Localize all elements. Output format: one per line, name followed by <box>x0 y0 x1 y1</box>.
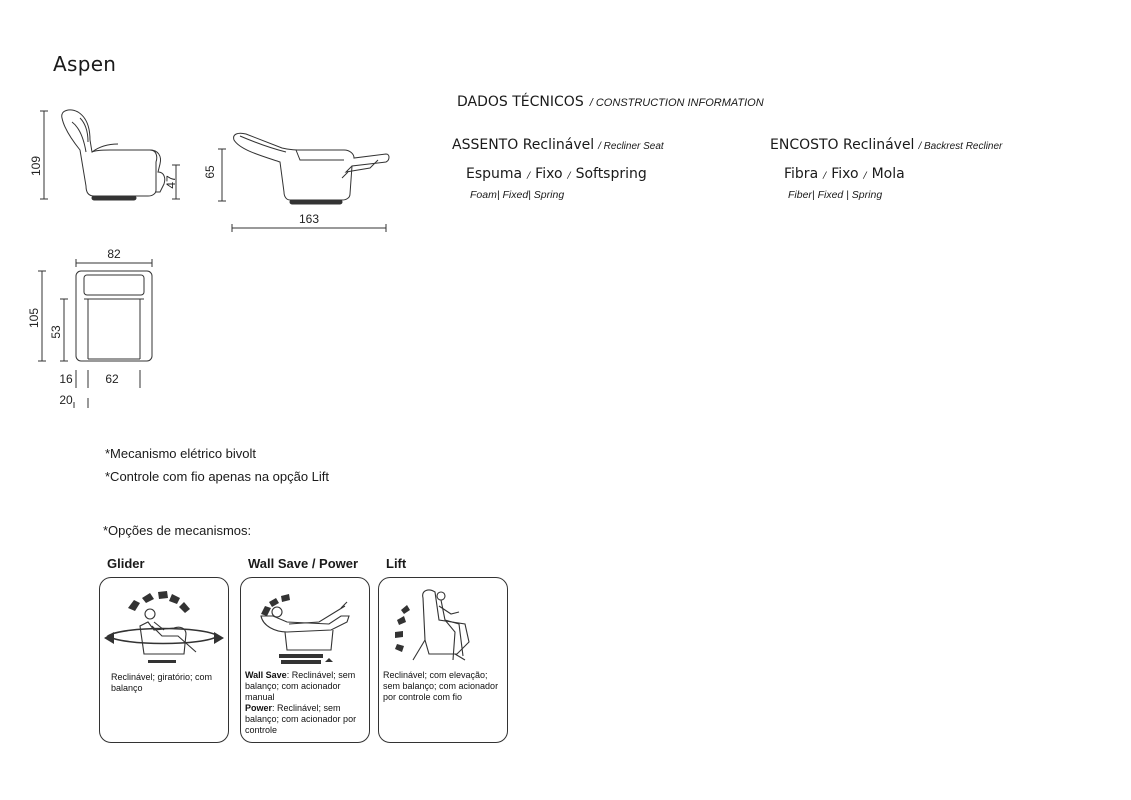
product-title: Aspen <box>53 52 117 76</box>
back-section-label: ENCOSTO Reclinável / Backrest Recliner <box>770 137 1003 153</box>
back-materials-en: Fiber| Fixed | Spring <box>788 189 883 201</box>
dim-reclined-height: 65 <box>203 165 217 179</box>
top-view-drawing <box>76 271 152 361</box>
dim-arm-width: 16 <box>59 372 73 386</box>
note-item: *Controle com fio apenas na opção Lift <box>105 469 330 484</box>
mechanism-desc-glider: Reclinável; giratório; com balanço <box>111 672 213 693</box>
dim-seat-height: 47 <box>164 175 178 189</box>
mechanism-desc-wall-save: Wall Save: Reclinável; sem balanço; com acionador manual Power: Reclinável; sem balanço; com acionador por controle <box>245 670 357 735</box>
dim-reclined-length: 163 <box>298 212 320 226</box>
mechanism-title-glider: Glider <box>107 556 145 571</box>
mechanism-title-wall-save: Wall Save / Power <box>248 556 359 571</box>
dimension-drawings <box>0 0 440 420</box>
dim-seat-width: 62 <box>105 372 119 386</box>
technical-heading: DADOS TÉCNICOS / CONSTRUCTION INFORMATION <box>457 94 764 110</box>
seat-materials: Espuma / Fixo / Softspring <box>466 166 647 182</box>
dim-top-width: 82 <box>107 247 121 261</box>
mechanism-card-lift <box>378 577 508 743</box>
mechanism-desc-lift: Reclinável; com elevação; sem balanço; com acionador por controle com fio <box>383 670 499 702</box>
note-item: *Mecanismo elétrico bivolt <box>105 446 257 461</box>
glider-icon <box>100 580 228 670</box>
mechanism-title-lift: Lift <box>386 556 407 571</box>
side-view-drawing <box>62 110 165 200</box>
seat-section-label: ASSENTO Reclinável / Recliner Seat <box>452 137 664 153</box>
mechanism-card-wall-save <box>240 577 370 743</box>
dim-base-offset: 20 <box>59 393 73 407</box>
reclined-view-drawing <box>234 133 389 204</box>
back-materials: Fibra / Fixo / Mola <box>784 166 905 182</box>
lift-icon <box>379 580 507 670</box>
wall-save-icon <box>241 580 369 670</box>
mechanism-card-glider <box>99 577 229 743</box>
dim-seat-depth: 53 <box>49 325 63 339</box>
dim-top-depth: 105 <box>27 307 41 329</box>
dim-side-height: 109 <box>29 155 43 177</box>
seat-materials-en: Foam| Fixed| Spring <box>470 189 565 201</box>
mechanisms-heading: *Opções de mecanismos: <box>103 523 252 538</box>
